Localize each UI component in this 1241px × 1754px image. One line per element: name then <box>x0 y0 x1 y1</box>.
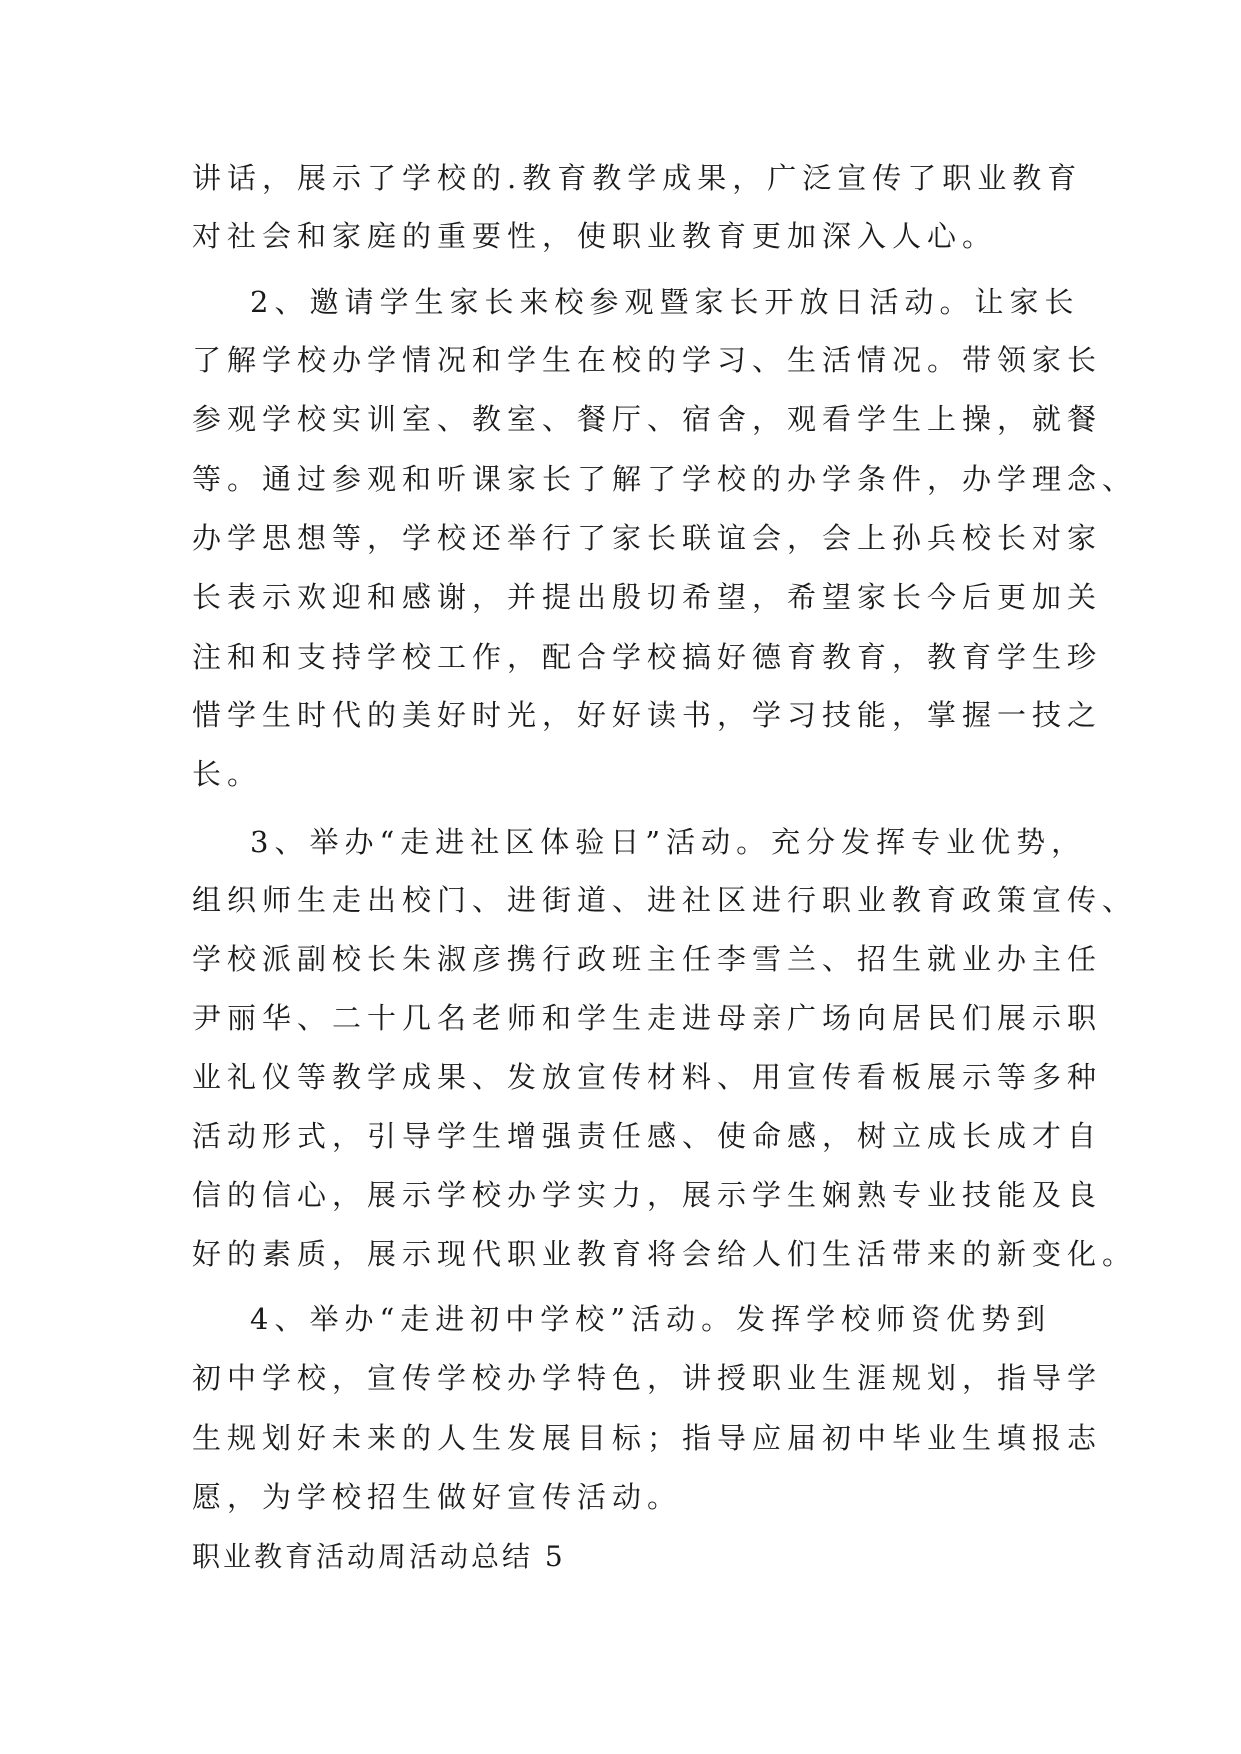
text-line: 初中学校，宣传学校办学特色，讲授职业生涯规划，指导学 <box>192 1361 1103 1395</box>
text-line: 生规划好未来的人生发展目标；指导应届初中毕业生填报志 <box>192 1421 1103 1455</box>
section-title: 职业教育活动周活动总结 5 <box>192 1540 566 1573</box>
text-line: 办学思想等，学校还举行了家长联谊会，会上孙兵校长对家 <box>192 521 1103 555</box>
paragraph-start-line: 2、邀请学生家长来校参观暨家长开放日活动。让家长 <box>250 285 1080 319</box>
text-line: 了解学校办学情况和学生在校的学习、生活情况。带领家长 <box>192 343 1103 377</box>
text-line: 组织师生走出校门、进街道、进社区进行职业教育政策宣传、 <box>192 883 1138 917</box>
paragraph-start-line: 4、举办“走进初中学校”活动。发挥学校师资优势到 <box>250 1302 1052 1336</box>
text-line: 活动形式，引导学生增强责任感、使命感，树立成长成才自 <box>192 1119 1103 1153</box>
text-line: 参观学校实训室、教室、餐厅、宿舍，观看学生上操，就餐 <box>192 402 1103 436</box>
text-line: 长表示欢迎和感谢，并提出殷切希望，希望家长今后更加关 <box>192 580 1103 614</box>
text-line: 惜学生时代的美好时光，好好读书，学习技能，掌握一技之 <box>192 698 1103 732</box>
text-line: 信的信心，展示学校办学实力，展示学生娴熟专业技能及良 <box>192 1178 1103 1212</box>
text-line: 对社会和家庭的重要性，使职业教育更加深入人心。 <box>192 219 998 253</box>
text-line: 好的素质，展示现代职业教育将会给人们生活带来的新变化。 <box>192 1237 1138 1271</box>
text-line: 尹丽华、二十几名老师和学生走进母亲广场向居民们展示职 <box>192 1001 1103 1035</box>
paragraph-start-line: 3、举办“走进社区体验日”活动。充分发挥专业优势， <box>250 825 1087 859</box>
text-line: 学校派副校长朱淑彦携行政班主任李雪兰、招生就业办主任 <box>192 942 1103 976</box>
text-line: 业礼仪等教学成果、发放宣传材料、用宣传看板展示等多种 <box>192 1060 1103 1094</box>
text-line: 愿，为学校招生做好宣传活动。 <box>192 1480 683 1514</box>
text-line: 注和和支持学校工作，配合学校搞好德育教育，教育学生珍 <box>192 640 1103 674</box>
text-line: 长。 <box>192 757 263 791</box>
text-line: 讲话，展示了学校的.教育教学成果，广泛宣传了职业教育 <box>192 161 1083 195</box>
text-line: 等。通过参观和听课家长了解了学校的办学条件，办学理念、 <box>192 462 1138 496</box>
